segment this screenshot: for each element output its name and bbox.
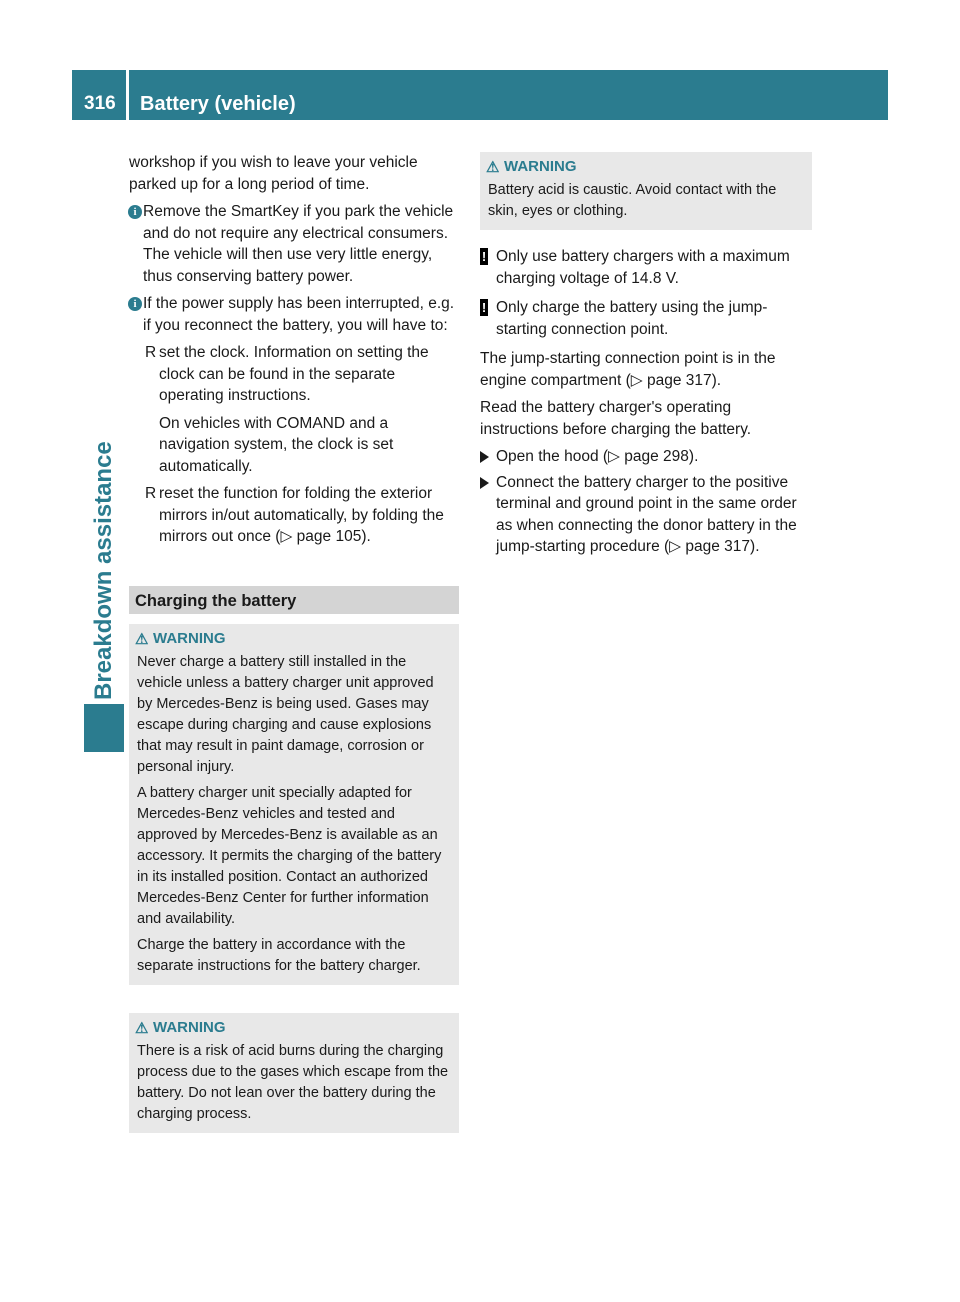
caution-item	[480, 246, 812, 289]
side-tab-label: Breakdown assistance	[90, 441, 117, 700]
header-divider	[126, 70, 129, 120]
body-paragraph: The jump-starting connection point is in the engine compartment (▷ page 317).	[480, 350, 776, 389]
warning-heading	[137, 1017, 451, 1038]
warning-triangle-icon: ⚠	[135, 1019, 149, 1037]
warning-box-charging	[129, 624, 459, 985]
page-number: 316	[84, 93, 116, 114]
exclamation-icon: !	[481, 300, 487, 315]
bullet-marker: R	[145, 344, 157, 361]
section-heading: Charging the battery	[129, 586, 459, 614]
warning-triangle-icon: ⚠	[135, 630, 149, 648]
info-icon: i	[128, 297, 142, 311]
warning-paragraph: Charge the battery in accordance with the separate instructions for the battery charger.	[137, 936, 421, 974]
warning-paragraph: Battery acid is caustic. Avoid contact with the skin, eyes or clothing.	[488, 182, 777, 219]
side-tab-marker	[84, 704, 124, 752]
warning-label: WARNING	[153, 629, 226, 647]
warning-label: WARNING	[504, 158, 577, 175]
caution-item	[480, 297, 812, 340]
warning-paragraph: There is a risk of acid burns during the charging process due to the gases which escape from the battery. Do not lean over the battery during the charging process.	[137, 1042, 449, 1122]
action-text: Connect the battery charger to the positive terminal and ground point in the same order as when connecting the donor battery in the jump-starting procedure (▷ page 317).	[496, 473, 797, 555]
list-item	[145, 483, 459, 548]
bullet-list	[145, 342, 459, 548]
warning-box-acid-burns	[129, 1013, 459, 1133]
page-title: Battery (vehicle)	[140, 93, 296, 115]
warning-box-caustic	[480, 152, 812, 230]
action-arrow-icon	[480, 477, 489, 489]
left-column	[129, 152, 459, 1147]
list-item-text: reset the function for folding the exterior mirrors in/out automatically, by folding the mirrors out once (▷ page 105).	[159, 485, 444, 545]
info-note-text: If the power supply has been interrupted, e.g. if you reconnect the battery, you will have to:	[143, 295, 455, 334]
info-icon: i	[128, 205, 142, 219]
body-paragraph: Read the battery charger's operating instructions before charging the battery.	[480, 399, 752, 438]
warning-paragraph: Never charge a battery still installed in the vehicle unless a battery charger unit approved by Mercedes-Benz is being used. Gases may escape during charging and cause explosions that may result in paint damage, corrosion or personal injury.	[137, 653, 434, 775]
warning-label: WARNING	[153, 1018, 226, 1036]
caution-text: Only use battery chargers with a maximum charging voltage of 14.8 V.	[496, 248, 790, 287]
action-text: Open the hood (▷ page 298).	[496, 448, 699, 465]
info-note-text: Remove the SmartKey if you park the vehicle and do not require any electrical consumers. The vehicle will then use very little energy, thus conserving battery power.	[143, 203, 454, 285]
action-step	[480, 472, 812, 558]
bullet-marker: R	[145, 485, 157, 502]
warning-heading	[137, 628, 451, 649]
right-column	[480, 152, 812, 562]
action-step	[480, 446, 812, 468]
intro-text: workshop if you wish to leave your vehicle parked up for a long period of time.	[129, 154, 418, 193]
list-item-subtext: On vehicles with COMAND and a navigation system, the clock is set automatically.	[159, 414, 394, 475]
exclamation-icon: !	[481, 249, 487, 264]
info-note-power	[133, 293, 459, 336]
list-item-text: set the clock. Information on setting the clock can be found in the separate operating instructions.	[159, 344, 429, 404]
list-item	[145, 342, 459, 477]
action-arrow-icon	[480, 451, 489, 463]
info-note-smartkey	[133, 201, 459, 287]
warning-heading	[488, 156, 804, 177]
warning-triangle-icon: ⚠	[486, 159, 500, 176]
warning-paragraph: A battery charger unit specially adapted for Mercedes-Benz vehicles and tested and approved by Mercedes-Benz is available as an accessory. It permits the charging of the battery in its installed position. Contact an authorized Mercedes-Benz Center for further information and availability.	[137, 784, 442, 927]
caution-text: Only charge the battery using the jump-starting connection point.	[496, 299, 768, 338]
